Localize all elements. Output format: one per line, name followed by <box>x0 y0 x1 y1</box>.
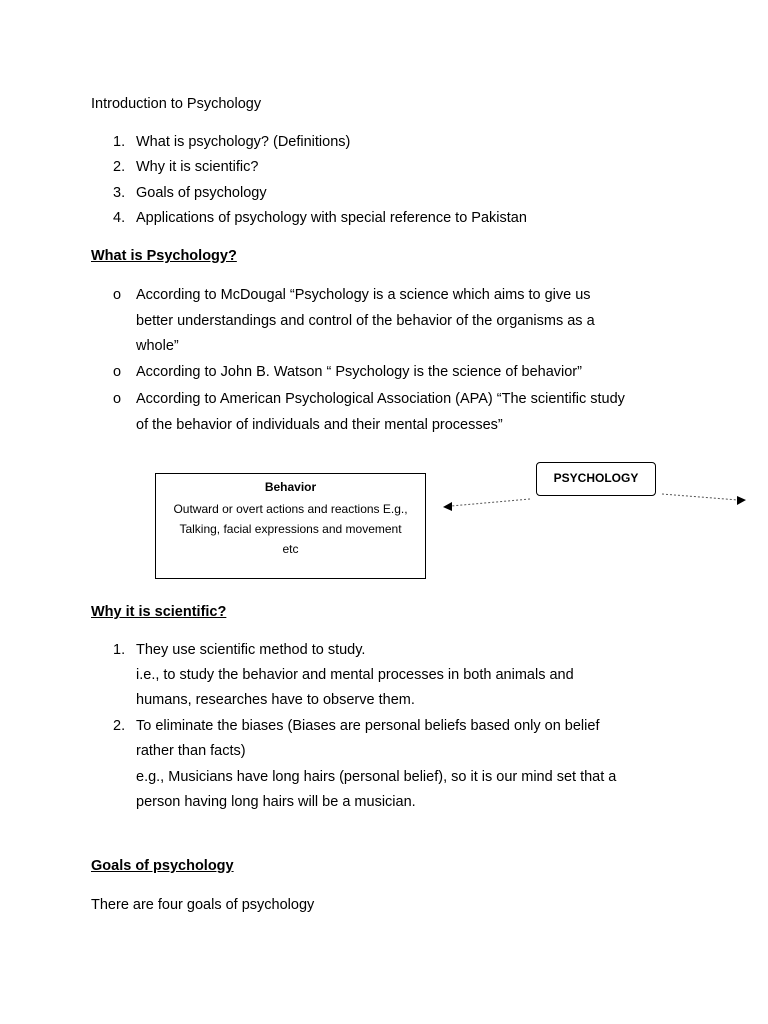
behavior-desc-line: etc <box>282 542 299 556</box>
item-line: rather than facts) <box>136 743 246 759</box>
item-number: 1. <box>113 642 126 658</box>
item-line: humans, researches have to observe them. <box>136 692 415 708</box>
item-number: 2. <box>113 718 126 734</box>
behavior-title: Behavior <box>264 480 317 494</box>
bullet-icon: o <box>113 287 122 303</box>
definition-line: According to John B. Watson “ Psychology is the science of behavior” <box>136 364 582 380</box>
psychology-label: PSYCHOLOGY <box>553 471 639 485</box>
bullet-icon: o <box>113 364 122 380</box>
section-heading-why-scientific: Why it is scientific? <box>91 604 227 620</box>
outline-text: Applications of psychology with special reference to Pakistan <box>136 210 527 226</box>
bullet-icon: o <box>113 391 122 407</box>
outline-text: Why it is scientific? <box>136 159 259 175</box>
outline-number: 1. <box>113 134 126 150</box>
outline-number: 4. <box>113 210 126 226</box>
definition-line: of the behavior of individuals and their mental processes” <box>136 417 503 433</box>
behavior-desc-line: Talking, facial expressions and movement <box>179 522 402 536</box>
definition-line: According to American Psychological Association (APA) “The scientific study <box>136 391 625 407</box>
left-arrowhead-icon <box>443 502 452 511</box>
item-line: i.e., to study the behavior and mental processes in both animals and <box>136 667 574 683</box>
left-arrow-line <box>451 499 530 506</box>
item-line: To eliminate the biases (Biases are personal beliefs based only on belief <box>136 718 600 734</box>
outline-text: What is psychology? (Definitions) <box>136 134 351 150</box>
definition-line: better understandings and control of the behavior of the organisms as a <box>136 313 595 329</box>
behavior-desc-line: Outward or overt actions and reactions E.g., <box>173 502 408 516</box>
item-line: e.g., Musicians have long hairs (personal belief), so it is our mind set that a <box>136 769 617 785</box>
outline-number: 2. <box>113 159 126 175</box>
goals-intro-text: There are four goals of psychology <box>91 897 315 913</box>
outline-number: 3. <box>113 185 126 201</box>
right-arrowhead-icon <box>737 496 746 505</box>
section-heading-goals: Goals of psychology <box>91 858 234 874</box>
right-arrow-line <box>662 494 738 500</box>
section-heading-what-is-psychology: What is Psychology? <box>91 248 237 264</box>
page-title: Introduction to Psychology <box>91 96 262 112</box>
item-line: person having long hairs will be a musician. <box>136 794 416 810</box>
definition-line: whole” <box>136 338 179 354</box>
definition-line: According to McDougal “Psychology is a science which aims to give us <box>136 287 591 303</box>
outline-text: Goals of psychology <box>136 185 267 201</box>
item-line: They use scientific method to study. <box>136 642 366 658</box>
